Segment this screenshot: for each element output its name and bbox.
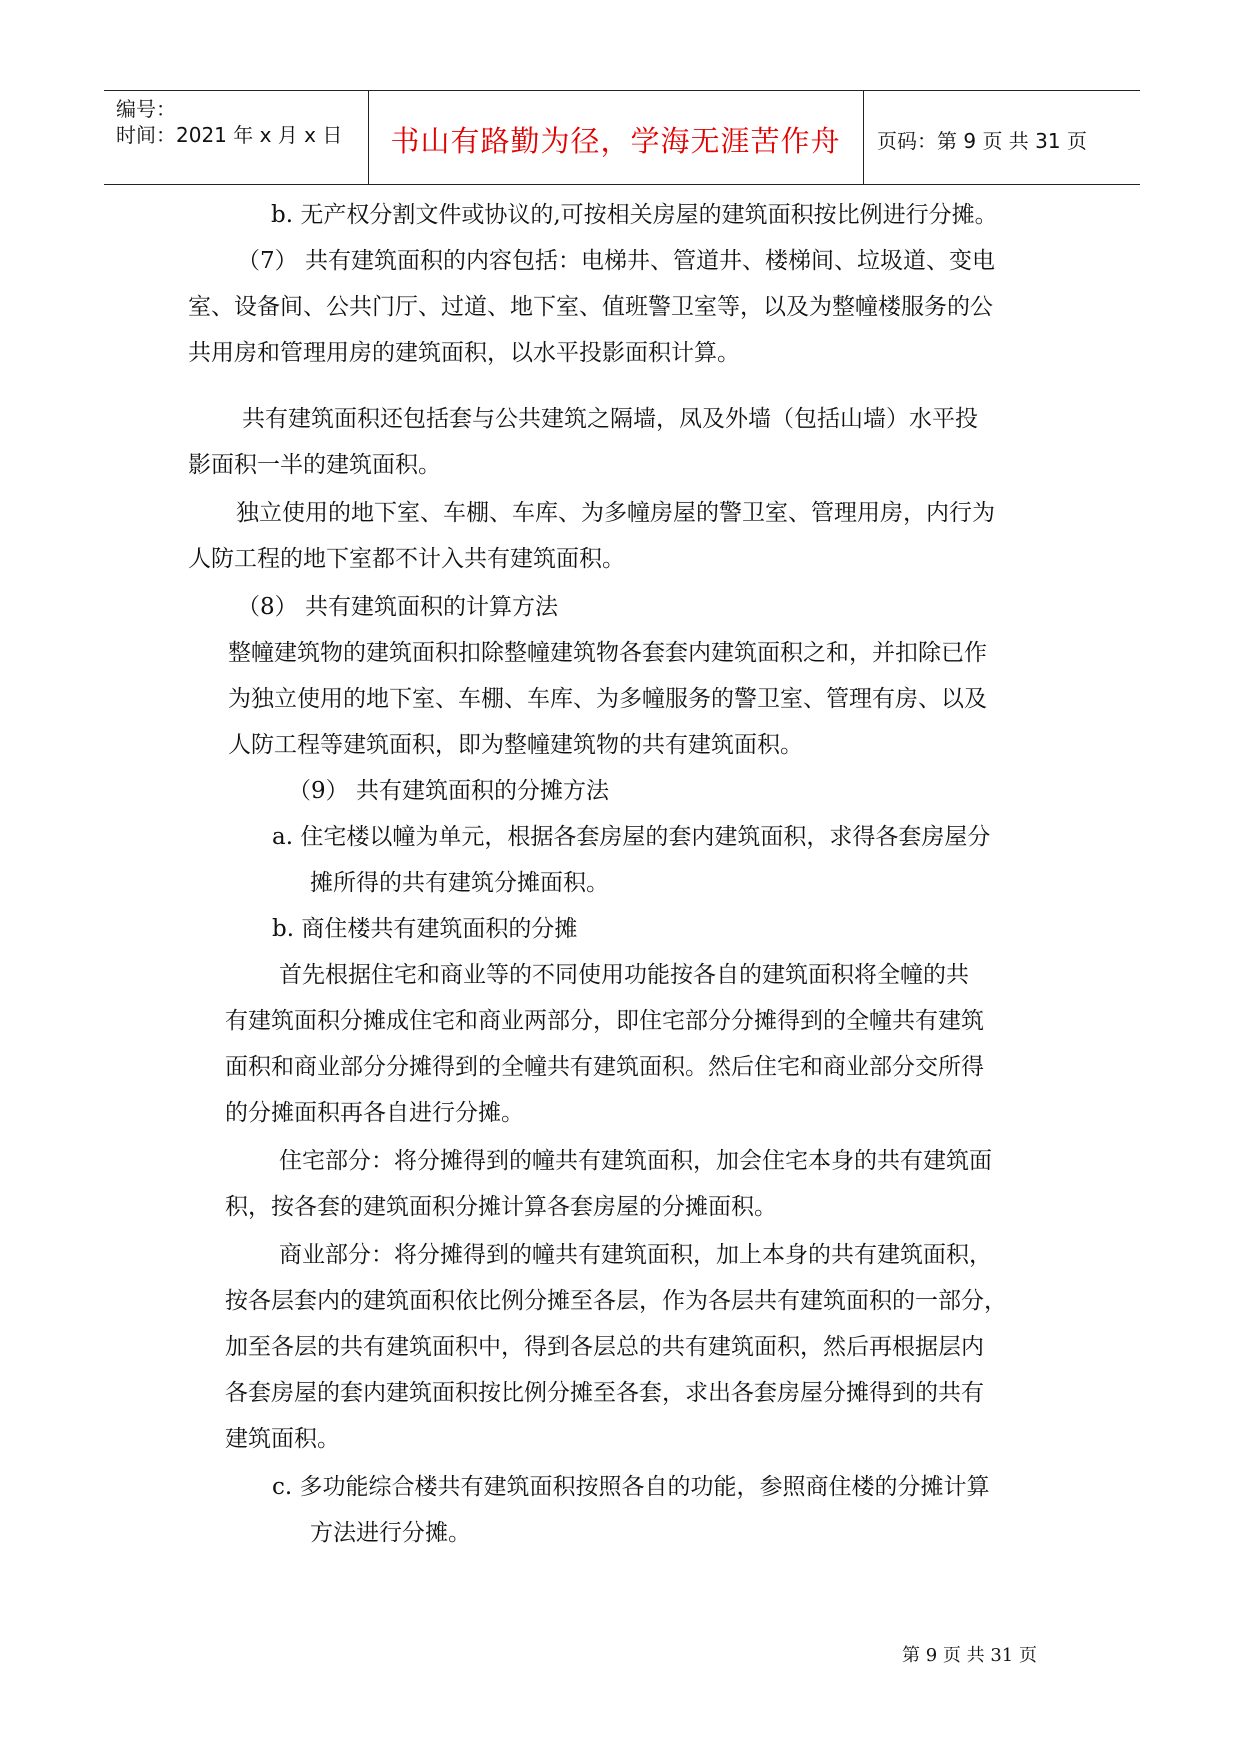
body-line: 方法进行分摊。 — [310, 1520, 471, 1546]
header-motto: 书山有路勤为径，学海无涯苦作舟 — [390, 124, 841, 158]
body-line: 加至各层的共有建筑面积中，得到各层总的共有建筑面积，然后再根据层内 — [225, 1334, 984, 1360]
body-line: 各套房屋的套内建筑面积按比例分摊至各套，求出各套房屋分摊得到的共有 — [225, 1380, 984, 1406]
body-line: 共有建筑面积还包括套与公共建筑之隔墙，凤及外墙（包括山墙）水平投 — [242, 406, 978, 432]
body-line: 共用房和管理用房的建筑面积，以水平投影面积计算。 — [188, 340, 740, 366]
body-line: 整幢建筑物的建筑面积扣除整幢建筑物各套套内建筑面积之和，并扣除已作 — [228, 640, 987, 666]
body-line: b. 无产权分割文件或协议的,可按相关房屋的建筑面积按比例进行分摊。 — [271, 202, 998, 228]
body-line: 住宅部分：将分摊得到的幢共有建筑面积，加会住宅本身的共有建筑面 — [279, 1148, 992, 1174]
body-line: 商业部分：将分摊得到的幢共有建筑面积，加上本身的共有建筑面积， — [279, 1242, 992, 1268]
body-line: 有建筑面积分摊成住宅和商业两部分，即住宅部分分摊得到的全幢共有建筑 — [225, 1008, 984, 1034]
body-line: （8） 共有建筑面积的计算方法 — [237, 594, 558, 620]
page-footer: 第 9 页 共 31 页 — [902, 1645, 1037, 1666]
header-motto-cell — [368, 91, 864, 184]
body-line: 独立使用的地下室、车棚、车库、为多幢房屋的警卫室、管理用房，内行为 — [236, 500, 995, 526]
body-line: 按各层套内的建筑面积依比例分摊至各层，作为各层共有建筑面积的一部分， — [225, 1288, 1007, 1314]
body-line: 建筑面积。 — [225, 1426, 340, 1452]
body-line: 室、设备间、公共门厅、过道、地下室、值班警卫室等，以及为整幢楼服务的公 — [188, 294, 993, 320]
body-line: 为独立使用的地下室、车棚、车库、为多幢服务的警卫室、管理有房、以及 — [228, 686, 987, 712]
header-page-number: 页码：第 9 页 共 31 页 — [877, 129, 1087, 153]
header-page-cell — [863, 91, 1140, 184]
document-number-label: 编号： — [116, 97, 176, 121]
body-line: （9） 共有建筑面积的分摊方法 — [288, 778, 609, 804]
body-line: 人防工程的地下室都不计入共有建筑面积。 — [188, 546, 625, 572]
body-line: 首先根据住宅和商业等的不同使用功能按各自的建筑面积将全幢的共 — [279, 962, 969, 988]
body-line: 摊所得的共有建筑分摊面积。 — [310, 870, 609, 896]
body-line: 面积和商业部分分摊得到的全幢共有建筑面积。然后住宅和商业部分交所得 — [225, 1054, 984, 1080]
body-line: a. 住宅楼以幢为单元，根据各套房屋的套内建筑面积，求得各套房屋分 — [272, 824, 991, 850]
body-line: 积，按各套的建筑面积分摊计算各套房屋的分摊面积。 — [225, 1194, 777, 1220]
document-time-label: 时间：2021 年 x 月 x 日 — [116, 123, 343, 147]
body-line: 影面积一半的建筑面积。 — [188, 452, 441, 478]
page-header — [104, 90, 1140, 185]
header-meta-cell — [104, 91, 369, 184]
body-line: 人防工程等建筑面积，即为整幢建筑物的共有建筑面积。 — [228, 732, 803, 758]
body-line: 的分摊面积再各自进行分摊。 — [225, 1100, 524, 1126]
body-line: （7） 共有建筑面积的内容包括：电梯井、管道井、楼梯间、垃圾道、变电 — [237, 248, 995, 274]
body-line: b. 商住楼共有建筑面积的分摊 — [272, 916, 578, 942]
body-line: c. 多功能综合楼共有建筑面积按照各自的功能，参照商住楼的分摊计算 — [272, 1474, 990, 1500]
